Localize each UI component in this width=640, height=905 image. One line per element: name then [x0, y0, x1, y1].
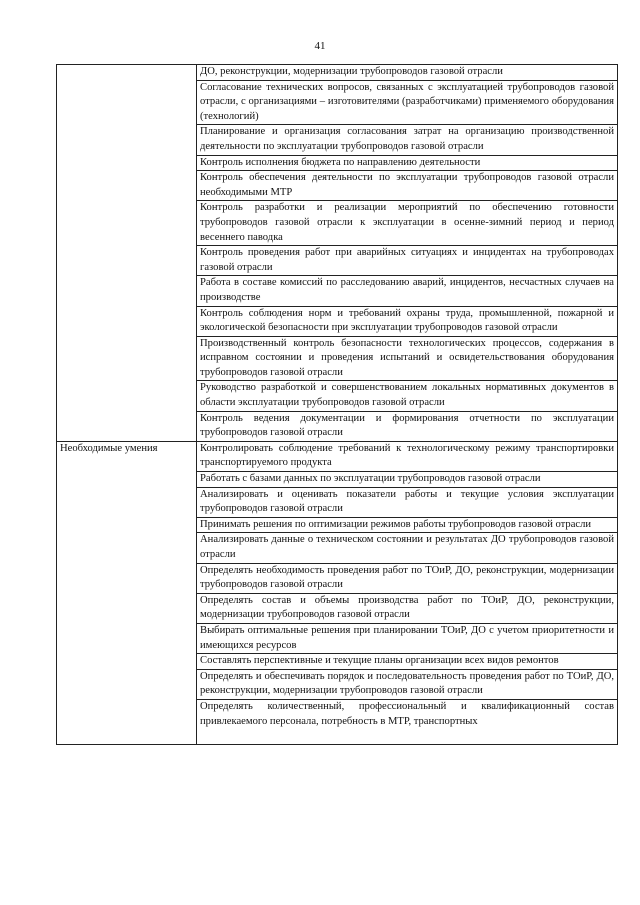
table-cell: Работа в составе комиссий по расследованию аварий, инцидентов, несчастных случаев на производстве [197, 276, 618, 306]
table-cell: Определять и обеспечивать порядок и последовательность проведения работ по ТОиР, ДО, реконструкции, модернизации трубопроводов газовой отрасли [197, 669, 618, 699]
table-cell-text: Определять количественный, профессиональный и квалификационный состав привлекаемого персонала, потребность в МТР, транспортных [200, 700, 614, 727]
table-cell: Принимать решения по оптимизации режимов работы трубопроводов газовой отрасли [197, 517, 618, 533]
table-cell: Контроль соблюдения норм и требований охраны труда, промышленной, пожарной и экологической безопасности при эксплуатации трубопроводов газовой отрасли [197, 306, 618, 336]
table-cell: Руководство разработкой и совершенствованием локальных нормативных документов в области эксплуатации трубопроводов газовой отрасли [197, 381, 618, 411]
table-cell: Контроль исполнения бюджета по направлению деятельности [197, 155, 618, 171]
table-cell: Работать с базами данных по эксплуатации трубопроводов газовой отрасли [197, 472, 618, 488]
table-cell: Контроль обеспечения деятельности по эксплуатации трубопроводов газовой отрасли необходимыми МТР [197, 171, 618, 201]
table-row [57, 441, 618, 471]
table-cell: Выбирать оптимальные решения при планировании ТОиР, ДО с учетом приоритетности и имеющихся ресурсов [197, 623, 618, 653]
table-cell: Согласование технических вопросов, связанных с эксплуатацией трубопроводов газовой отрасли, с организациями – изготовителями (разработчиками) применяемого оборудования (технологий) [197, 80, 618, 125]
page-number: 41 [314, 40, 326, 52]
table-cell: Определять состав и объемы производства работ по ТОиР, ДО, реконструкции, модернизации трубопроводов газовой отрасли [197, 593, 618, 623]
table-cell: Контролировать соблюдение требований к технологическому режиму транспортировки транспортируемого продукта [197, 441, 618, 471]
table-cell: Анализировать и оценивать показатели работы и текущие условия эксплуатации трубопроводов газовой отрасли [197, 487, 618, 517]
table-cell: Производственный контроль безопасности технологических процессов, содержания в исправном состоянии и проведения испытаний и освидетельствования оборудования трубопроводов газовой отрасли [197, 336, 618, 381]
table-cell: Контроль проведения работ при аварийных ситуациях и инцидентах на трубопроводах газовой отрасли [197, 246, 618, 276]
table-cell: ДО, реконструкции, модернизации трубопроводов газовой отрасли [197, 65, 618, 81]
section-label-cell: Необходимые умения [57, 441, 197, 744]
section-label-cell [57, 65, 197, 442]
table-row [57, 65, 618, 81]
table-cell: Определять необходимость проведения работ по ТОиР, ДО, реконструкции, модернизации трубопроводов газовой отрасли [197, 563, 618, 593]
table-cell: Планирование и организация согласования затрат на организацию производственной деятельности по эксплуатации трубопроводов газовой отрасли [197, 125, 618, 155]
table-cell: Контроль ведения документации и формирования отчетности по эксплуатации трубопроводов газовой отрасли [197, 411, 618, 441]
table-cell: Анализировать данные о техническом состоянии и результатах ДО трубопроводов газовой отрасли [197, 533, 618, 563]
requirements-table [56, 64, 618, 745]
table-cell-continued [197, 699, 618, 744]
table-cell: Составлять перспективные и текущие планы организации всех видов ремонтов [197, 654, 618, 670]
table-cell: Контроль разработки и реализации мероприятий по обеспечению готовности трубопроводов газовой отрасли к эксплуатации в осенне-зимний период и период весеннего паводка [197, 201, 618, 246]
